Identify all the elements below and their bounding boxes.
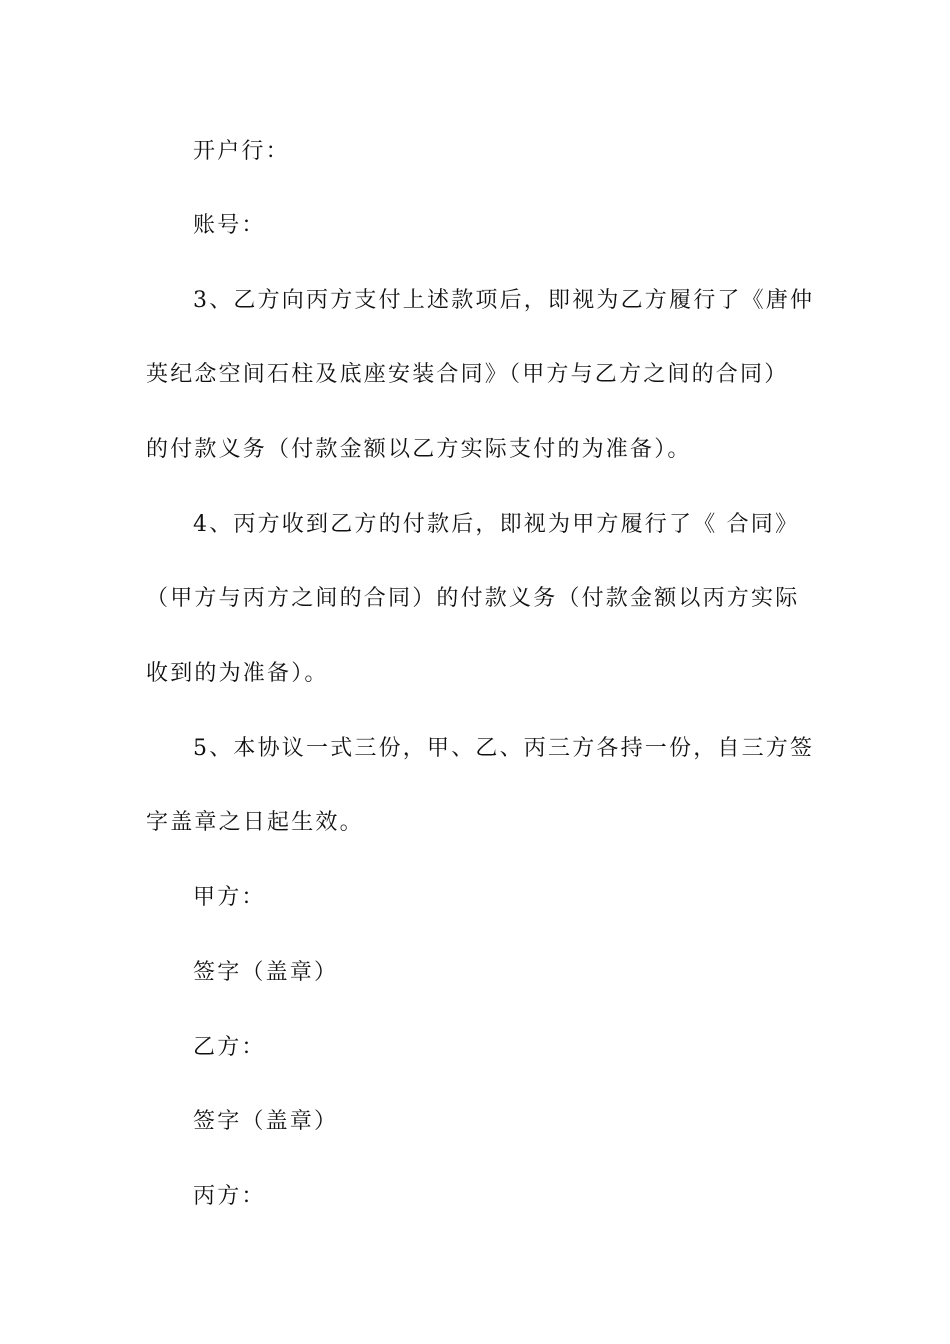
party-a-label: 甲方： [193, 885, 266, 910]
clause-4-line-1: 4、丙方收到乙方的付款后，即视为甲方履行了《 合同》 [193, 512, 800, 537]
bank-label: 开户行： [193, 139, 290, 164]
clause-5-line-1: 5、本协议一式三份，甲、乙、丙三方各持一份，自三方签 [193, 736, 815, 761]
clause-3-line-2: 英纪念空间石柱及底座安装合同》（甲方与乙方之间的合同） [146, 362, 789, 387]
party-c-label: 丙方： [193, 1184, 266, 1209]
clause-4-line-2: （甲方与丙方之间的合同）的付款义务（付款金额以丙方实际 [146, 586, 800, 611]
party-a-signature-label: 签字（盖章） [193, 960, 339, 985]
party-b-signature-label: 签字（盖章） [193, 1109, 339, 1134]
clause-3-line-3: 的付款义务（付款金额以乙方实际支付的为准备）。 [146, 437, 692, 462]
clause-4-line-3: 收到的为准备）。 [146, 661, 329, 686]
clause-3-line-1: 3、乙方向丙方支付上述款项后，即视为乙方履行了《唐仲 [193, 288, 815, 313]
clause-5-line-2: 字盖章之日起生效。 [146, 810, 364, 835]
party-b-label: 乙方： [193, 1035, 266, 1060]
account-label: 账号： [193, 213, 266, 238]
